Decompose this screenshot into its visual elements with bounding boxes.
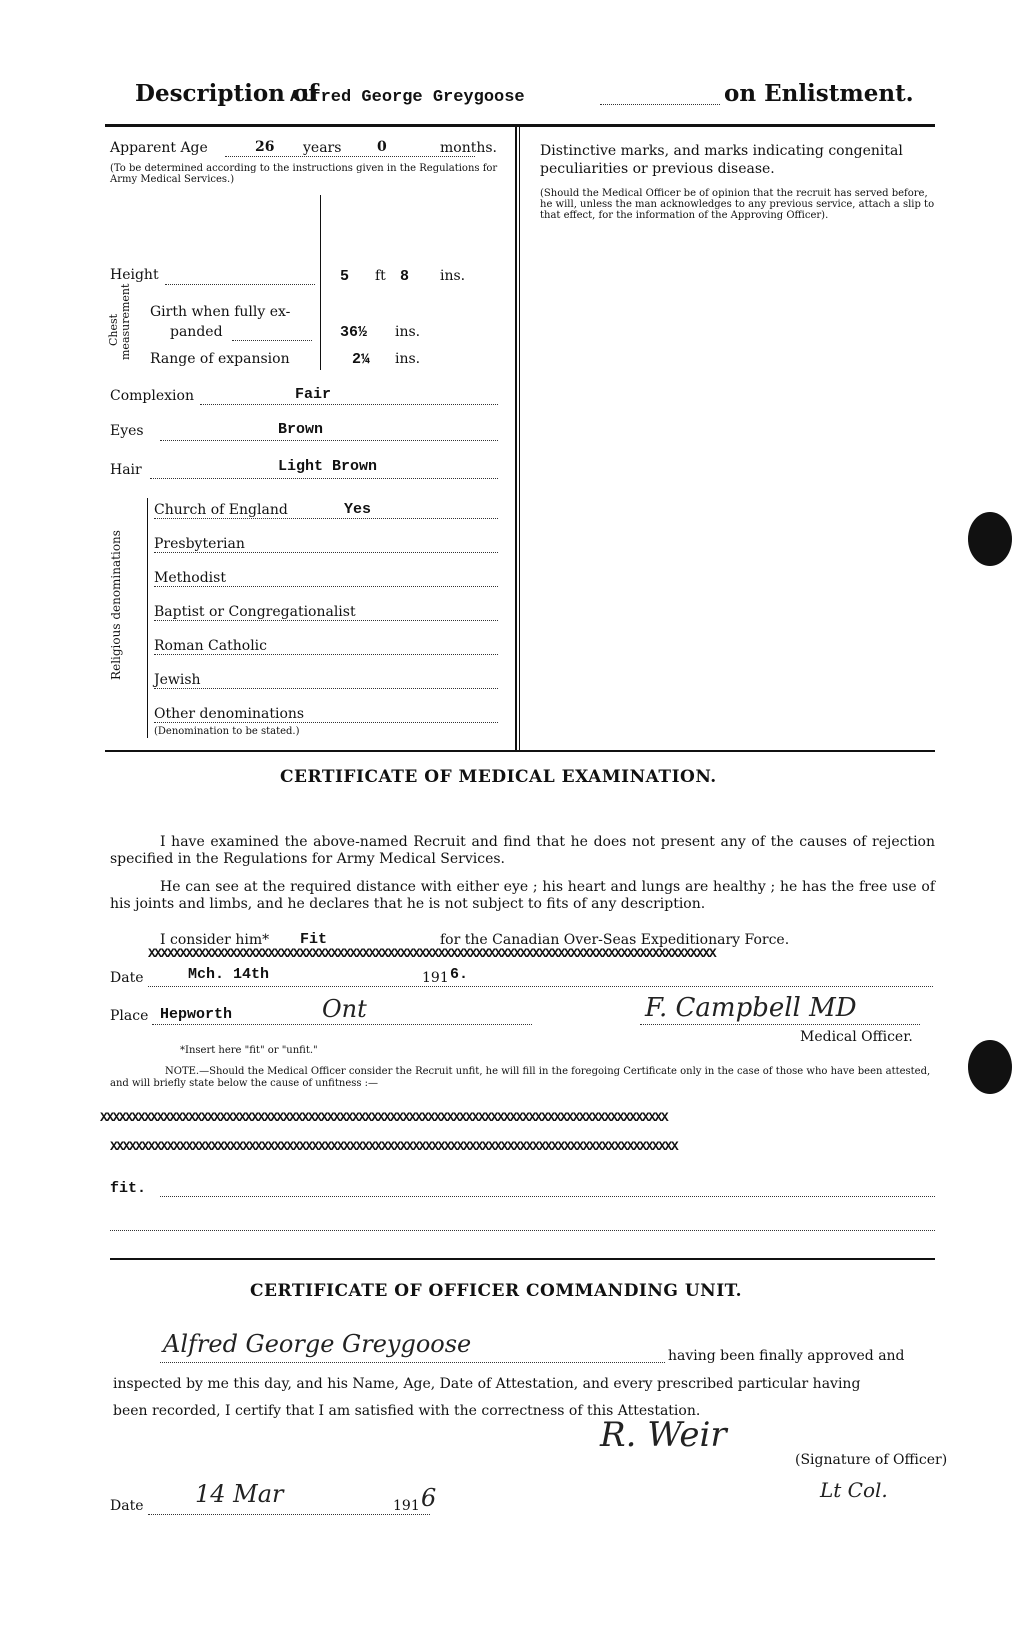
date-label: Date: [110, 1498, 144, 1514]
section-rule: [110, 1258, 935, 1260]
religion-label: Church of England: [154, 502, 288, 518]
height-label: Height: [110, 267, 159, 283]
height-ins: 8: [400, 268, 410, 285]
eyes-value: Brown: [278, 421, 324, 438]
dotted-line: [154, 654, 498, 655]
year-suffix: 6: [421, 1484, 437, 1512]
dotted-line: [165, 284, 315, 285]
religion-label: Jewish: [154, 672, 201, 688]
top-rule: [105, 124, 935, 127]
title-suffix: on Enlistment.: [724, 80, 914, 107]
girth-label-2: panded: [170, 324, 223, 340]
religion-row: [154, 670, 498, 704]
religion-label: Religious denominations: [109, 530, 123, 680]
signature-line: [640, 1024, 920, 1025]
age-months: 0: [377, 139, 387, 155]
dotted-line: [154, 722, 498, 723]
religion-row: [154, 500, 498, 534]
dotted-line: [225, 156, 475, 157]
ins-label: ins.: [395, 324, 421, 340]
religion-row: [154, 636, 498, 670]
recruit-name: Alfred George Greygoose: [290, 88, 525, 107]
insert-note: *Insert here "fit" or "unfit.": [180, 1045, 318, 1056]
eyes-label: Eyes: [110, 423, 144, 439]
unfit-note: NOTE.—Should the Medical Officer consider the Recruit unfit, he will fill in the foregoing Certificate only in the case of those who have been attested, and will briefly state below the cause of unfitness :—: [110, 1066, 931, 1089]
dotted-line: [232, 340, 312, 341]
religion-row: [154, 534, 498, 568]
commanding-officer-signature: R. Weir: [600, 1415, 727, 1455]
religion-label: Methodist: [154, 570, 226, 586]
girth-label: Girth when fully ex-: [150, 304, 291, 320]
age-years: 26: [255, 139, 275, 155]
months-label: months.: [440, 140, 497, 156]
struck-out-line: XXXXXXXXXXXXXXXXXXXXXXXXXXXXXXXXXXXXXXXXXXXXXXXXXXXXXXXXXXXXXXXXXXXXXXXXXXXXXXXXXXXXXXXXXX: [110, 1139, 678, 1154]
dotted-line: [154, 688, 498, 689]
religion-label: Roman Catholic: [154, 638, 267, 654]
year-suffix: 6.: [450, 966, 469, 983]
religion-row: [154, 568, 498, 602]
year-prefix: 191: [422, 970, 449, 986]
religion-label: Other denominations: [154, 706, 305, 722]
place-label: Place: [110, 1008, 149, 1024]
hair-value: Light Brown: [278, 458, 378, 475]
approval-text-1: having been finally approved and: [668, 1348, 905, 1364]
distinctive-marks-note: (Should the Medical Officer be of opinion that the recruit has served before, he will, unless the man acknowledges to any previous service, attach a slip to that effect, for the information of the Approving Officer).: [540, 188, 935, 221]
religion-label: Presbyterian: [154, 536, 245, 552]
approval-text-2: inspected by me this day, and his Name, Age, Date of Attestation, and every prescribed particular having: [113, 1376, 861, 1392]
girth-value: 36½: [340, 324, 368, 341]
signature-label: (Signature of Officer): [795, 1452, 948, 1468]
fitness-value: Fit: [300, 931, 328, 948]
approval-date: 14 Mar: [195, 1480, 284, 1508]
religion-bracket: [147, 498, 148, 738]
denomination-note: (Denomination to be stated.): [154, 726, 300, 737]
chest-label: Chest measurement: [107, 283, 132, 360]
signature-line: [160, 1362, 665, 1363]
struck-out-line: XXXXXXXXXXXXXXXXXXXXXXXXXXXXXXXXXXXXXXXXXXXXXXXXXXXXXXXXXXXXXXXXXXXXXXXXXXXXXXXXXXXXXXXXXX: [100, 1110, 668, 1125]
date-label: Date: [110, 970, 144, 986]
dotted-line: [150, 478, 498, 479]
religion-label: Baptist or Congregationalist: [154, 604, 356, 620]
commanding-cert-title: CERTIFICATE OF OFFICER COMMANDING UNIT.: [250, 1281, 743, 1301]
dotted-line: [160, 440, 498, 441]
ins-label: ins.: [395, 351, 421, 367]
distinctive-marks-title: Distinctive marks, and marks indicating congenital peculiarities or previous disease.: [540, 143, 903, 177]
officer-rank: Lt Col.: [820, 1478, 888, 1502]
hair-label: Hair: [110, 462, 142, 478]
age-note: (To be determined according to the instructions given in the Regulations for Army Medical Services.): [110, 163, 498, 185]
dotted-line: [600, 104, 720, 105]
ins-label: ins.: [440, 268, 466, 284]
place-value: Hepworth: [160, 1006, 233, 1023]
dotted-line: [154, 552, 498, 553]
section-rule: [105, 750, 935, 752]
dotted-line: [148, 1514, 430, 1515]
exam-date: Mch. 14th: [188, 966, 270, 983]
punch-hole: [968, 1040, 1012, 1094]
dotted-line: [154, 620, 498, 621]
approval-text-3: been recorded, I certify that I am satisfied with the correctness of this Attestation.: [113, 1403, 701, 1419]
medical-para-2: He can see at the required distance with either eye ; his heart and lungs are healthy ; he has the free use of his joints and limbs, and he declares that he is not subject to fits of any description.: [110, 879, 935, 912]
ft-label: ft: [375, 268, 386, 284]
punch-hole: [968, 512, 1012, 566]
height-ft: 5: [340, 268, 350, 285]
title-prefix: Description of: [135, 80, 319, 107]
dotted-line: [110, 1230, 935, 1231]
dotted-line: [148, 986, 933, 987]
column-divider: [515, 124, 517, 750]
dotted-line: [152, 1024, 532, 1025]
complexion-value: Fair: [295, 386, 332, 403]
consider-label: I consider him*: [160, 932, 270, 948]
years-label: years: [303, 140, 342, 156]
religion-list: [154, 500, 498, 738]
place-handwritten: Ont: [322, 995, 367, 1023]
unfitness-cause: fit.: [110, 1180, 147, 1197]
medical-officer-signature: F. Campbell MD: [645, 993, 857, 1023]
complexion-label: Complexion: [110, 388, 194, 404]
religion-row: [154, 602, 498, 636]
range-value: 2¼: [352, 351, 371, 368]
dotted-line: [200, 404, 498, 405]
medical-cert-title: CERTIFICATE OF MEDICAL EXAMINATION.: [280, 767, 717, 787]
column-divider-inner: [519, 124, 520, 750]
recruit-signature: Alfred George Greygoose: [163, 1330, 472, 1358]
medical-officer-label: Medical Officer.: [800, 1029, 913, 1045]
medical-para-1: I have examined the above-named Recruit and find that he does not present any of the causes of rejection specified in the Regulations for Army Medical Services.: [110, 834, 935, 867]
dotted-line: [160, 1196, 935, 1197]
age-label: Apparent Age: [110, 140, 208, 156]
dotted-line: [154, 518, 498, 519]
struck-out-line: XXXXXXXXXXXXXXXXXXXXXXXXXXXXXXXXXXXXXXXXXXXXXXXXXXXXXXXXXXXXXXXXXXXXXXXXXXXXXXXXXXXXXXXXXX: [148, 946, 716, 961]
year-prefix: 191: [393, 1498, 420, 1514]
force-label: for the Canadian Over-Seas Expeditionary Force.: [440, 932, 790, 948]
religion-value: Yes: [344, 501, 372, 518]
measure-divider: [320, 195, 321, 370]
range-label: Range of expansion: [150, 351, 290, 367]
dotted-line: [154, 586, 498, 587]
